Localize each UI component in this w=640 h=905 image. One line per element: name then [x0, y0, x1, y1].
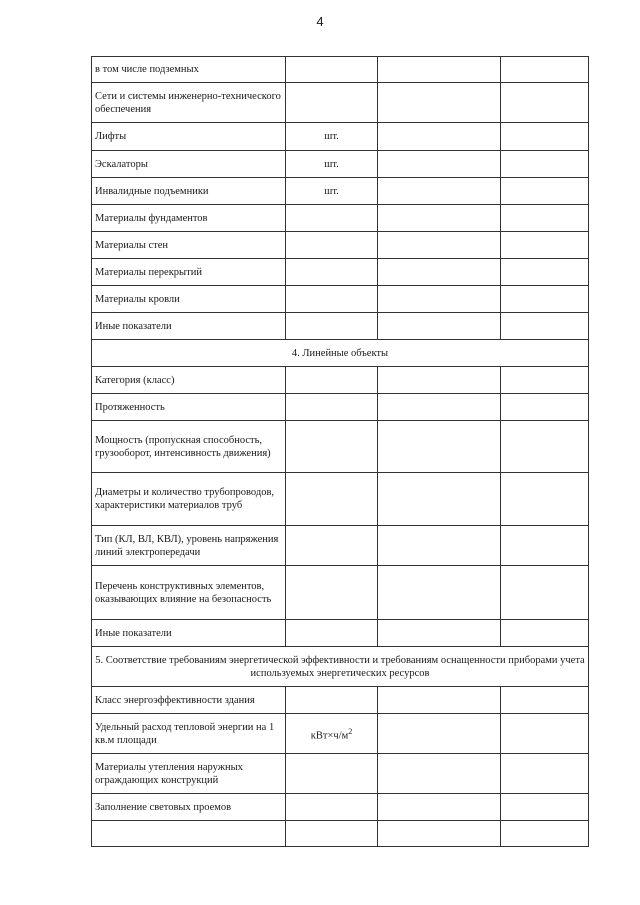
- value-cell[interactable]: [501, 794, 589, 821]
- row-label: Заполнение световых проемов: [92, 794, 286, 821]
- value-cell[interactable]: [378, 421, 501, 473]
- value-cell[interactable]: [501, 178, 589, 205]
- table-row: [92, 57, 589, 83]
- value-cell[interactable]: [501, 232, 589, 259]
- value-cell[interactable]: [501, 526, 589, 566]
- unit-text: кВт×ч/м: [310, 730, 349, 742]
- value-cell[interactable]: [378, 794, 501, 821]
- table-row: [92, 123, 589, 151]
- value-cell[interactable]: [378, 259, 501, 286]
- unit-cell: [286, 754, 378, 794]
- value-cell[interactable]: [378, 123, 501, 151]
- table-row: [92, 620, 589, 647]
- value-cell[interactable]: [378, 57, 501, 83]
- table-row: [92, 754, 589, 794]
- value-cell[interactable]: [501, 57, 589, 83]
- row-label: Мощность (пропускная способность, грузооборот, интенсивность движения): [92, 421, 286, 473]
- value-cell[interactable]: [378, 620, 501, 647]
- table-row: [92, 259, 589, 286]
- table-row: [92, 83, 589, 123]
- unit-cell: [286, 821, 378, 847]
- section-header-row: [92, 647, 589, 687]
- table-row: [92, 205, 589, 232]
- row-label: Иные показатели: [92, 620, 286, 647]
- row-label: Эскалаторы: [92, 151, 286, 178]
- value-cell[interactable]: [501, 394, 589, 421]
- value-cell[interactable]: [501, 754, 589, 794]
- row-label: Материалы перекрытий: [92, 259, 286, 286]
- value-cell[interactable]: [378, 473, 501, 526]
- section-5-title: 5. Соответствие требованиям энергетической эффективности и требованиям оснащенности приборами учета используемых энергетических ресурсов: [92, 647, 589, 687]
- table-row: [92, 714, 589, 754]
- row-label: Удельный расход тепловой энергии на 1 кв.м площади: [92, 714, 286, 754]
- value-cell[interactable]: [501, 821, 589, 847]
- row-label: Инвалидные подъемники: [92, 178, 286, 205]
- value-cell[interactable]: [501, 151, 589, 178]
- unit-cell: шт.: [286, 123, 378, 151]
- unit-cell: [286, 83, 378, 123]
- value-cell[interactable]: [378, 821, 501, 847]
- table-row: [92, 421, 589, 473]
- section-header-row: [92, 340, 589, 367]
- table-row: [92, 286, 589, 313]
- row-label: Тип (КЛ, ВЛ, КВЛ), уровень напряжения линий электропередачи: [92, 526, 286, 566]
- section-4-title: 4. Линейные объекты: [92, 340, 589, 367]
- table-row: [92, 151, 589, 178]
- value-cell[interactable]: [501, 473, 589, 526]
- table-row: [92, 178, 589, 205]
- row-label: Категория (класс): [92, 367, 286, 394]
- row-label: в том числе подземных: [92, 57, 286, 83]
- unit-cell: [286, 714, 378, 754]
- unit-cell: шт.: [286, 151, 378, 178]
- value-cell[interactable]: [378, 687, 501, 714]
- value-cell[interactable]: [378, 394, 501, 421]
- table-row: [92, 367, 589, 394]
- unit-cell: [286, 259, 378, 286]
- page-number: 4: [316, 14, 324, 29]
- unit-cell: [286, 205, 378, 232]
- table-row: [92, 394, 589, 421]
- value-cell[interactable]: [378, 526, 501, 566]
- unit-cell: [286, 421, 378, 473]
- unit-cell: [286, 232, 378, 259]
- value-cell[interactable]: [378, 286, 501, 313]
- value-cell[interactable]: [501, 123, 589, 151]
- row-label: Материалы утепления наружных ограждающих конструкций: [92, 754, 286, 794]
- table-row: [92, 526, 589, 566]
- value-cell[interactable]: [378, 313, 501, 340]
- table-row: [92, 821, 589, 847]
- value-cell[interactable]: [378, 232, 501, 259]
- value-cell[interactable]: [501, 620, 589, 647]
- unit-cell: [286, 620, 378, 647]
- value-cell[interactable]: [378, 178, 501, 205]
- row-label: Лифты: [92, 123, 286, 151]
- row-label: Протяженность: [92, 394, 286, 421]
- value-cell[interactable]: [501, 367, 589, 394]
- value-cell[interactable]: [501, 421, 589, 473]
- value-cell[interactable]: [378, 205, 501, 232]
- table-row: [92, 232, 589, 259]
- value-cell[interactable]: [378, 566, 501, 620]
- value-cell[interactable]: [501, 714, 589, 754]
- unit-cell: [286, 566, 378, 620]
- value-cell[interactable]: [501, 286, 589, 313]
- unit-exponent: 2: [348, 726, 353, 736]
- value-cell[interactable]: [378, 151, 501, 178]
- unit-cell: [286, 473, 378, 526]
- row-label: [92, 821, 286, 847]
- table-row: [92, 794, 589, 821]
- unit-cell: [286, 687, 378, 714]
- row-label: Класс энергоэффективности здания: [92, 687, 286, 714]
- row-label: Иные показатели: [92, 313, 286, 340]
- value-cell[interactable]: [501, 566, 589, 620]
- unit-cell: [286, 394, 378, 421]
- unit-cell: [286, 367, 378, 394]
- unit-cell: [286, 794, 378, 821]
- value-cell[interactable]: [501, 205, 589, 232]
- row-label: Материалы стен: [92, 232, 286, 259]
- unit-cell: [286, 57, 378, 83]
- value-cell[interactable]: [378, 714, 501, 754]
- table-row: [92, 566, 589, 620]
- unit-cell: [286, 313, 378, 340]
- row-label: Материалы кровли: [92, 286, 286, 313]
- unit-cell: шт.: [286, 178, 378, 205]
- table-row: [92, 473, 589, 526]
- row-label: Материалы фундаментов: [92, 205, 286, 232]
- value-cell[interactable]: [501, 687, 589, 714]
- value-cell[interactable]: [501, 313, 589, 340]
- row-label: Перечень конструктивных элементов, оказывающих влияние на безопасность: [92, 566, 286, 620]
- value-cell[interactable]: [378, 83, 501, 123]
- unit-cell: [286, 526, 378, 566]
- value-cell[interactable]: [501, 259, 589, 286]
- table-row: [92, 687, 589, 714]
- characteristics-table: [91, 56, 589, 847]
- table-row: [92, 313, 589, 340]
- row-label: Сети и системы инженерно-технического обеспечения: [92, 83, 286, 123]
- row-label: Диаметры и количество трубопроводов, характеристики материалов труб: [92, 473, 286, 526]
- unit-cell: [286, 286, 378, 313]
- value-cell[interactable]: [378, 367, 501, 394]
- value-cell[interactable]: [501, 83, 589, 123]
- value-cell[interactable]: [378, 754, 501, 794]
